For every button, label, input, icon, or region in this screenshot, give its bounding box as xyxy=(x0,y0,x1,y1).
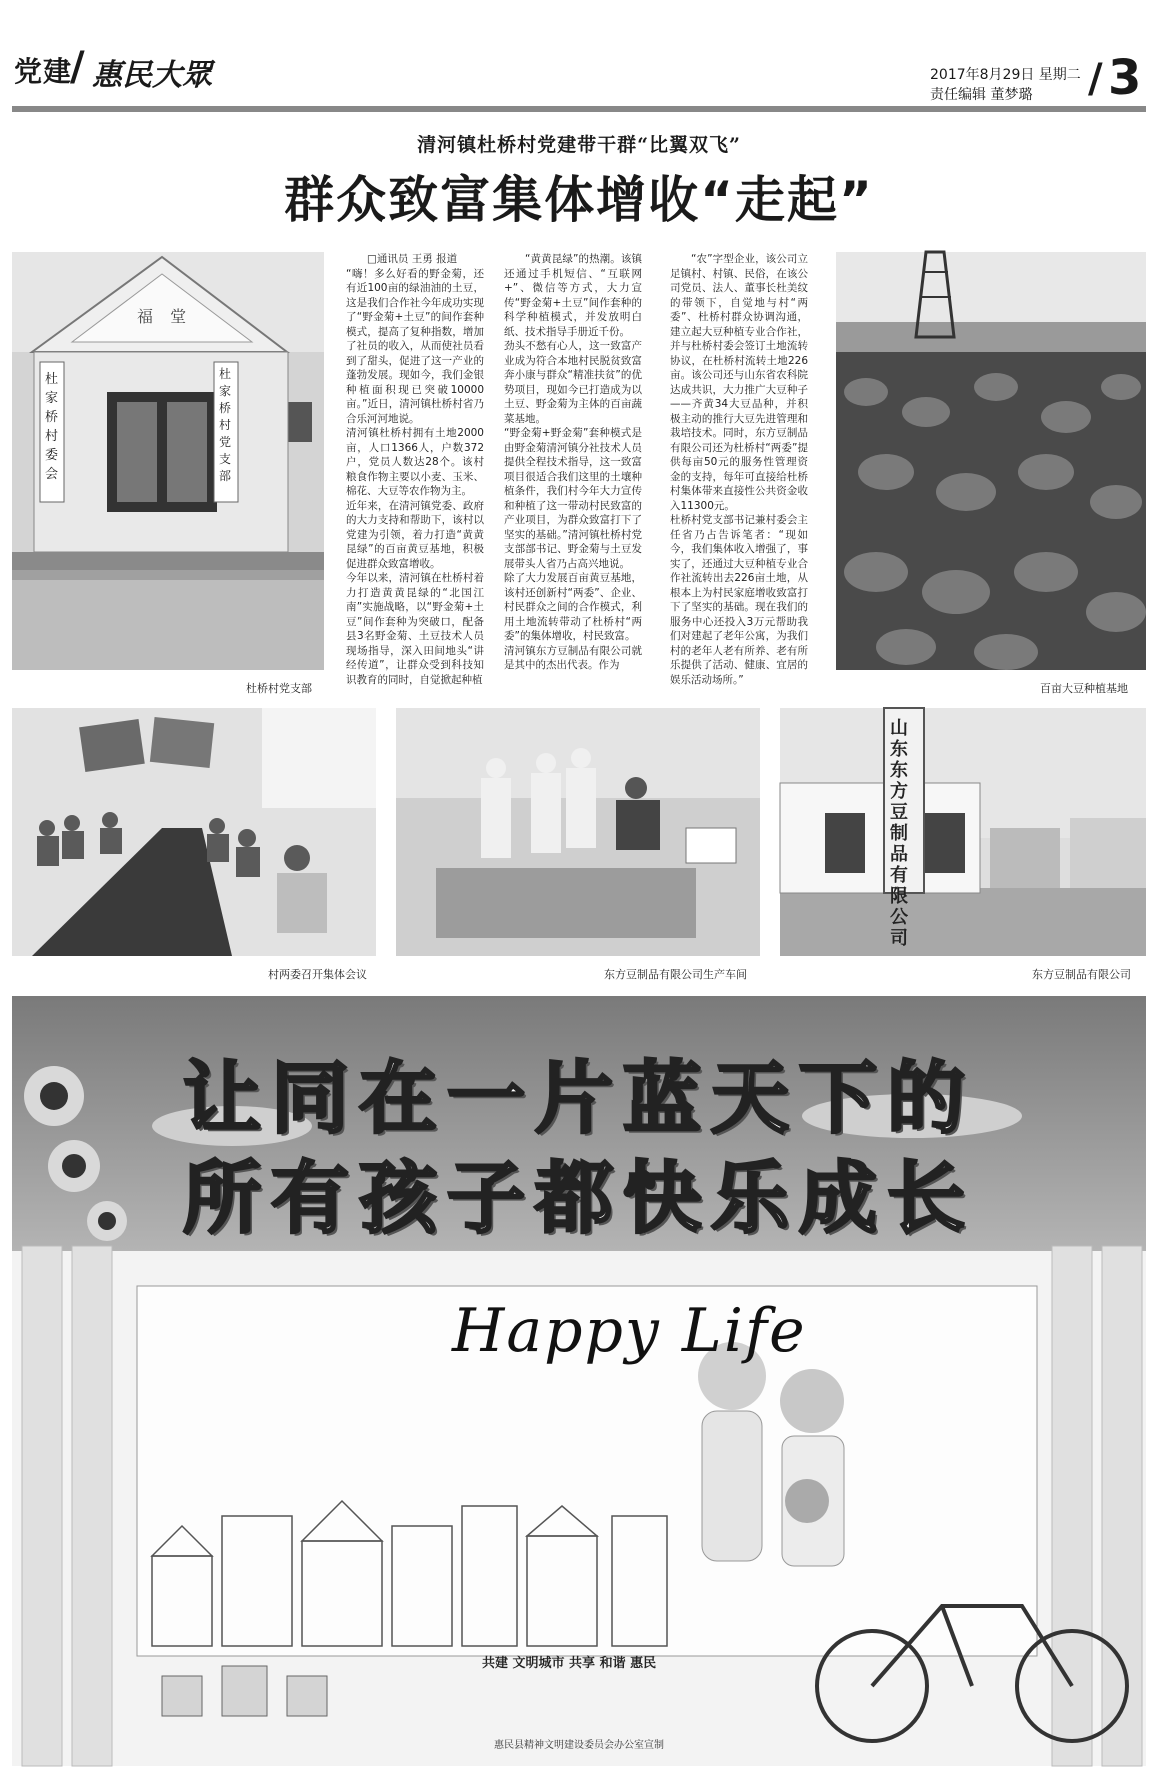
ad-script-text: Happy Life xyxy=(452,1296,807,1366)
caption-meeting: 村两委召开集体会议 xyxy=(268,968,367,981)
editor-credit: 责任编辑 董梦璐 xyxy=(930,87,1033,103)
photo-workshop xyxy=(396,708,760,956)
article-text: □通讯员 王勇 报道 “嗨！多么好看的野金菊，还有近100亩的绿油油的土豆，这是我们合作社今年成功实现了“野金菊+土豆”的间作套种模式，提高了复种指数，增加了社员的收入，从而使社员看到了甜头，促进了这一产业的蓬勃发展。现如今，我们金银种植面积现已突破10000亩。”近日，清河镇杜桥村省乃合乐河河地说。 清河镇杜桥村拥有土地2000亩，人口1366人，户数372户，党员人数达28个。该村粮食作物主要以小麦、玉米、棉花、大豆等农作物为主。 近年来，在清河镇党委、政府的大力支持和帮助下，该村以党建为引领，着力打造“黄黄昆绿”的百亩黄豆基地，积极促进群众致富增收。 今年以来，清河镇在杜桥村着力打造黄黄昆绿的“北国江南”实施战略，以“野金菊+土豆”间作套种为突破口，配备县3名野金菊、土豆技术人员现场指导，深入田间地头“讲经传道”，让群众受到科技知识教育的同时，自觉掀起种植 xyxy=(346,253,484,686)
ad-footer-credit: 惠民县精神文明建设委员会办公室宣制 xyxy=(494,1740,664,1751)
photo-soybean-field xyxy=(836,252,1146,670)
building-plaque: 福 堂 xyxy=(137,307,193,326)
company-sign: 山东东方豆制品有限公司 xyxy=(890,718,908,949)
right-sign: 杜家桥村党支部 xyxy=(219,367,232,483)
article-text: “黄黄昆绿”的热潮。该镇还通过手机短信、“互联网+”、微信等方式，大力宣传“野金菊+土豆”间作套种的科学种植模式，并发放明白纸、技术指导手册近千份。 劲头不愁有心人，这一致富产业成为符合本地村民脱贫致富奔小康与群众“精准扶贫”的优势项目，现如今已打造成为以土豆、野金菊为主体的百亩蔬菜基地。 “野金菊+野金菊”套种模式是由野金菊清河镇分社技术人员提供全程技术指导，这一致富项目很适合我们这里的土壤种植条件，我们村今年大力宣传和种植了这一带动村民致富的产业项目，为群众致富打下了坚实的基础。”清河镇杜桥村党支部部书记、野金菊与土豆发展带头人省乃占高兴地说。 除了大力发展百亩黄豆基地，该村还创新村“两委”、企业、村民群众之间的合作模式，利用土地流转带动了杜桥村“两委”的集体增收，村民致富。 清河镇东方豆制品有限公司就是其中的杰出代表。作为 xyxy=(504,253,642,671)
issue-date: 2017年8月29日 星期二 xyxy=(930,67,1081,83)
meeting-illustration xyxy=(12,708,376,956)
caption-soybean-field: 百亩大豆种植基地 xyxy=(1040,682,1128,695)
workshop-illustration xyxy=(396,708,760,956)
caption-company: 东方豆制品有限公司 xyxy=(1032,968,1131,981)
article-text: “农”字型企业，该公司立足镇村、村镇、民俗，在该公司党员、法人、董事长杜美纹的带领下，自觉地与村“两委”、杜桥村群众协调沟通，建立起大豆种植专业合作社，并与杜桥村委会签订土地流转协议，在杜桥村流转土地226亩。该公司还与山东省农科院达成共识，大力推广大豆种子——齐黄34大豆品种，并积极主动的推行大豆先进管理和栽培技术。同时，东方豆制品有限公司还为杜桥村“两委”提供每亩50元的服务性管理资金的支持，每年可直接给杜桥村集体带来直接性公共资金收入11300元。 杜桥村党支部书记兼村委会主任省乃占告诉笔者：“现如今，我们集体收入增强了，事实了，还通过大豆种植专业合作社流转出去226亩土地，从根本上为村民家庭增收致富打下了坚实的基础。现在我们的服务中心还投入3万元帮助我们对建起了老年公寓，为我们村的老年人老有所养、老有所乐提供了活动、健康、宜居的娱乐活动场所。” xyxy=(670,253,808,686)
public-service-ad xyxy=(12,996,1146,1766)
page-number-divider: / xyxy=(1088,56,1103,102)
page-number: 3 xyxy=(1108,50,1142,106)
photo-party-branch xyxy=(12,252,324,670)
masthead-divider: / xyxy=(70,44,85,90)
photo-company xyxy=(780,708,1146,956)
article-headline: 群众致富集体增收“走起” xyxy=(284,171,874,229)
ad-slogan-line-1: 让同在一片蓝天下的 xyxy=(182,1054,975,1144)
caption-workshop: 东方豆制品有限公司生产车间 xyxy=(604,968,747,981)
article-subhead: 清河镇杜桥村党建带干群“比翼双飞” xyxy=(417,134,741,156)
section-name: 党建 xyxy=(14,55,73,88)
left-sign: 杜家桥村委会 xyxy=(45,372,59,482)
caption-party-branch: 杜桥村党支部 xyxy=(246,682,312,695)
masthead-rule xyxy=(12,106,1146,112)
article-column-3 xyxy=(670,252,808,686)
column-name: 惠民大眾 xyxy=(92,58,212,93)
photo-meeting xyxy=(12,708,376,956)
ad-footer-slogan: 共建 文明城市 共享 和谐 惠民 xyxy=(482,1656,657,1671)
soybean-field-illustration xyxy=(836,252,1146,670)
article-column-1 xyxy=(346,252,484,686)
ad-slogan-line-2: 所有孩子都快乐成长 xyxy=(182,1154,975,1244)
company-illustration xyxy=(780,708,1146,956)
article-column-2 xyxy=(504,252,642,672)
